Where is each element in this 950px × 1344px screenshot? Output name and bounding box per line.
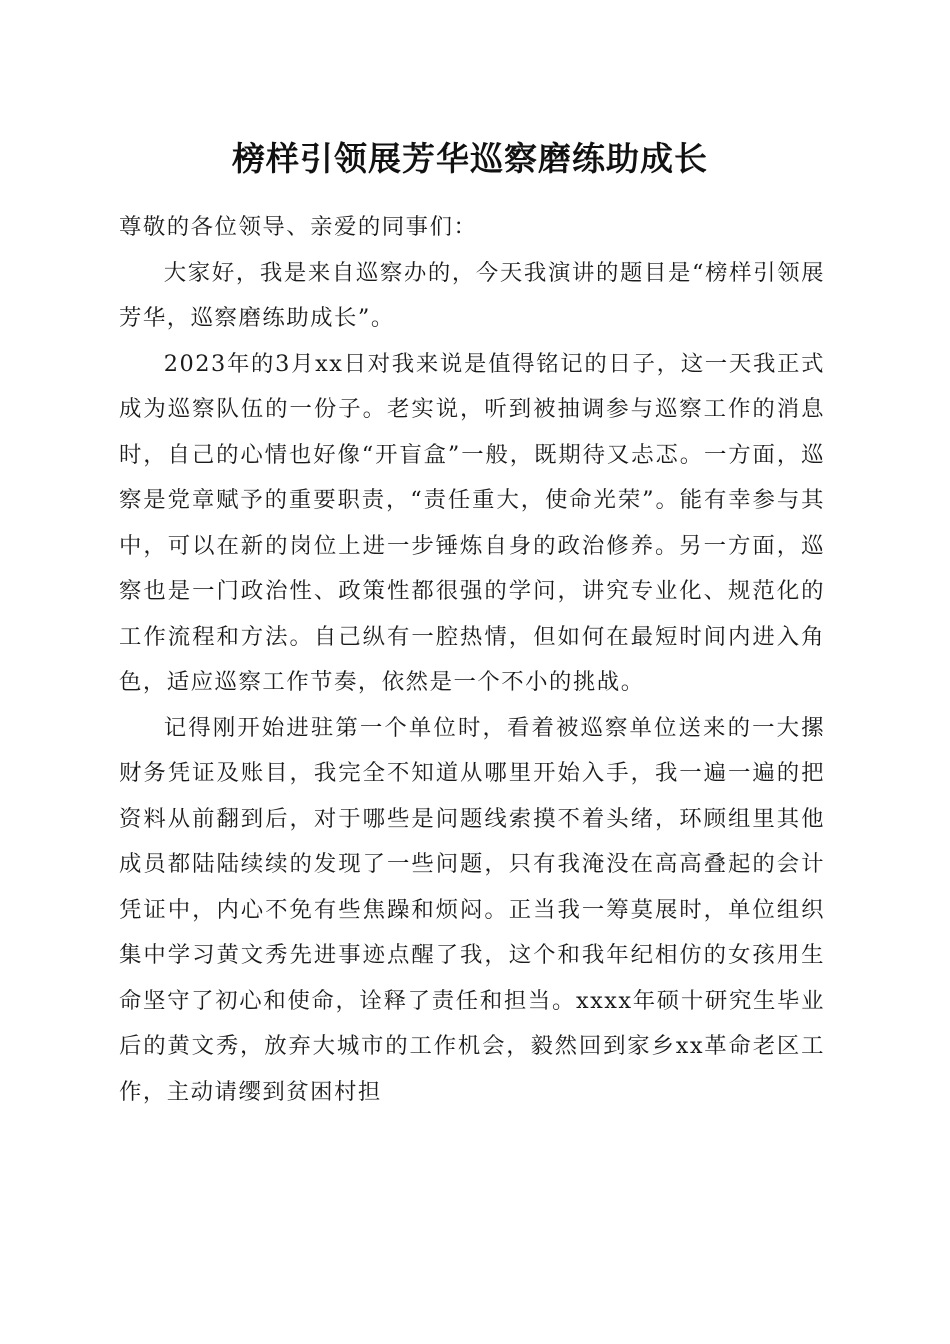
paragraph-joining: 2023年的3月xx日对我来说是值得铭记的日子，这一天我正式成为巡察队伍的一份子。老实说，听到被抽调参与巡察工作的消息时，自己的心情也好像“开盲盒”一般，既期待又忐忑。一方面，巡察是党章赋予的重要职责，“责任重大，使命光荣”。能有幸参与其中，可以在新的岗位上进一步锤炼自身的政治修养。另一方面，巡察也是一门政治性、政策性都很强的学问，讲究专业化、规范化的工作流程和方法。自己纵有一腔热情，但如何在最短时间内进入角色，适应巡察工作节奏，依然是一个不小的挑战。: [119, 350, 825, 695]
document-title: 榜样引领展芳华巡察磨练助成长: [232, 139, 708, 178]
salutation: 尊敬的各位领导、亲爱的同事们：: [119, 214, 478, 240]
document-body: [119, 205, 825, 1115]
paragraph-experience: 记得刚开始进驻第一个单位时，看着被巡察单位送来的一大摞财务凭证及账目，我完全不知道从哪里开始入手，我一遍一遍的把资料从前翻到后，对于哪些是问题线索摸不着头绪，环顾组里其他成员都陆陆续续的发现了一些问题，只有我淹没在高高叠起的会计凭证中，内心不免有些焦躁和烦闷。正当我一筹莫展时，单位组织集中学习黄文秀先进事迹点醒了我，这个和我年纪相仿的女孩用生命坚守了初心和使命，诠释了责任和担当。xxxx年硕十研究生毕业后的黄文秀，放弃大城市的工作机会，毅然回到家乡xx革命老区工作，主动请缨到贫困村担: [119, 714, 825, 1105]
paragraph-intro: 大家好，我是来自巡察办的，今天我演讲的题目是“榜样引领展芳华，巡察磨练助成长”。: [119, 259, 825, 331]
